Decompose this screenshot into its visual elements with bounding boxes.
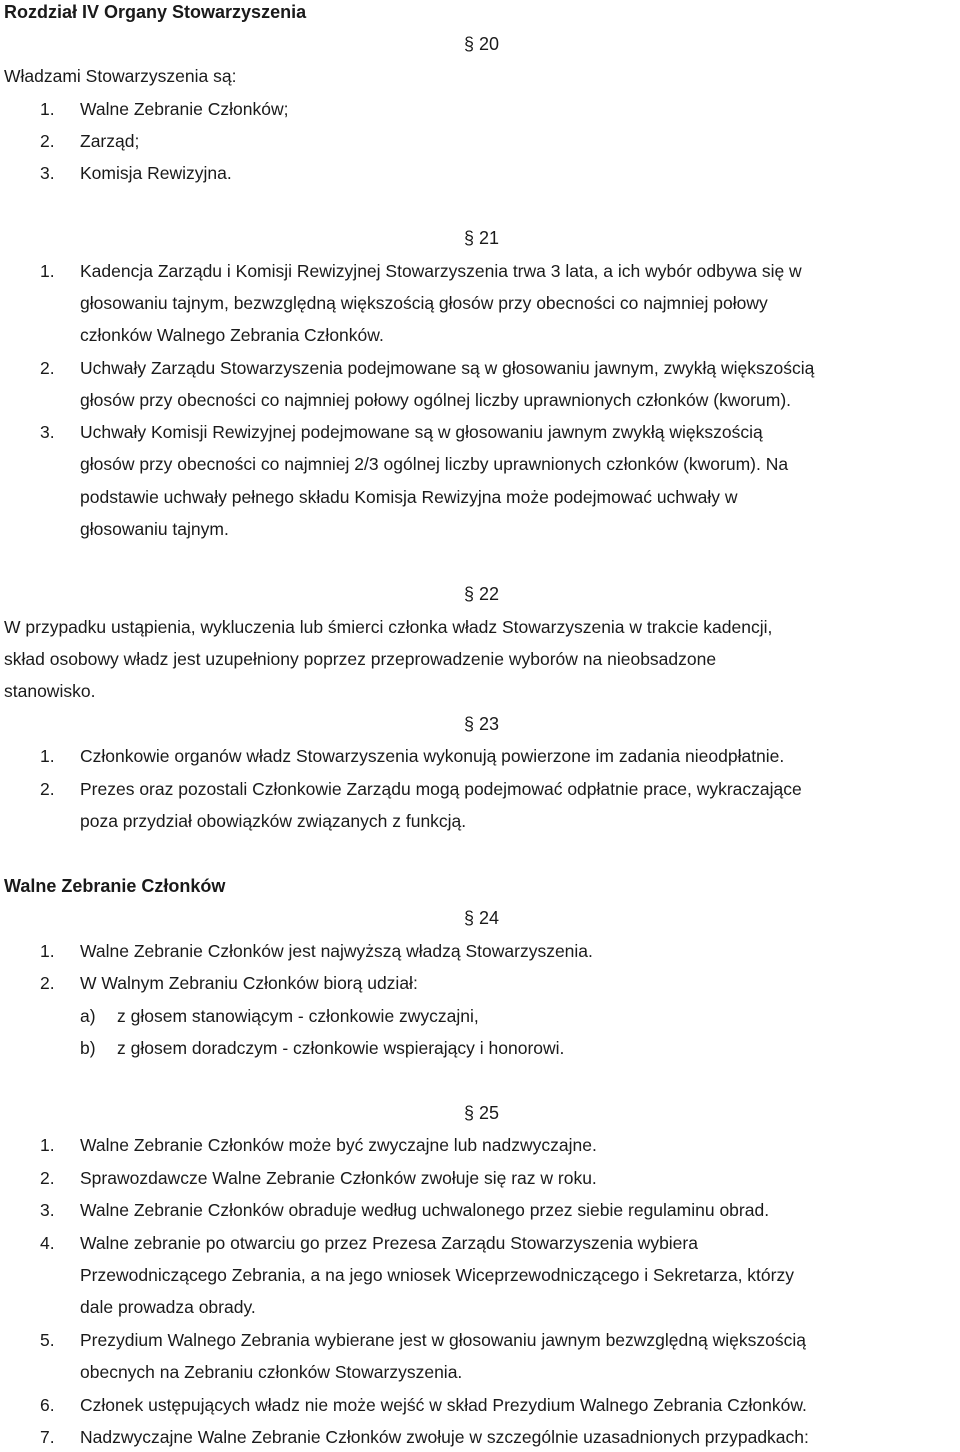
p21-item-1-line-1: Kadencja Zarządu i Komisji Rewizyjnej Stowarzyszenia trwa 3 lata, a ich wybór odbywa się w xyxy=(80,261,802,281)
paragraph-sign-20: § 20 xyxy=(464,34,500,54)
p25-item-2-line-1: Sprawozdawcze Walne Zebranie Członków zwołuje się raz w roku. xyxy=(80,1168,597,1188)
paragraph-sign-21: § 21 xyxy=(464,228,500,248)
p21-item-3-line-4: głosowaniu tajnym. xyxy=(80,519,229,539)
p25-item-1-line-1: Walne Zebranie Członków może być zwyczajne lub nadzwyczajne. xyxy=(80,1135,597,1155)
p24-subitem-b-letter: b) xyxy=(80,1038,96,1058)
p22-line-2: skład osobowy władz jest uzupełniony poprzez przeprowadzenie wyborów na nieobsadzone xyxy=(4,649,717,669)
paragraph-sign-25: § 25 xyxy=(464,1103,500,1123)
p24-subitem-b-text: z głosem doradczym - członkowie wspierający i honorowi. xyxy=(117,1038,565,1058)
p25-item-6-line-1: Członek ustępujących władz nie może wejść w skład Prezydium Walnego Zebrania Członków. xyxy=(80,1395,807,1415)
p25-item-4-line-1: Walne zebranie po otwarciu go przez Prezesa Zarządu Stowarzyszenia wybiera xyxy=(80,1233,698,1253)
paragraph-sign-22: § 22 xyxy=(464,584,500,604)
p20-intro: Władzami Stowarzyszenia są: xyxy=(4,66,237,86)
p21-item-1-line-2: głosowaniu tajnym, bezwzględną większością głosów przy obecności co najmniej połowy xyxy=(80,293,768,313)
p24-subitem-a-letter: a) xyxy=(80,1006,96,1026)
p25-item-5-line-1: Prezydium Walnego Zebrania wybierane jest w głosowaniu jawnym bezwzględną większością xyxy=(80,1330,806,1350)
p22-line-1: W przypadku ustąpienia, wykluczenia lub śmierci członka władz Stowarzyszenia w trakcie kadencji, xyxy=(4,617,773,637)
p23-item-1-line-1: Członkowie organów władz Stowarzyszenia wykonują powierzone im zadania nieodpłatnie. xyxy=(80,746,785,766)
p23-item-1-number: 1. xyxy=(40,746,55,766)
p24-subitem-a-text: z głosem stanowiącym - członkowie zwyczajni, xyxy=(117,1006,479,1026)
paragraph-sign-23: § 23 xyxy=(464,714,500,734)
paragraph-sign-24: § 24 xyxy=(464,908,500,928)
p20-item-1-number: 1. xyxy=(40,99,55,119)
p21-item-2-number: 2. xyxy=(40,358,55,378)
p25-item-7-line-1: Nadzwyczajne Walne Zebranie Członków zwołuje w szczególnie uzasadnionych przypadkach: xyxy=(80,1427,809,1447)
p24-item-1-text: Walne Zebranie Członków jest najwyższą władzą Stowarzyszenia. xyxy=(80,941,593,961)
p20-item-3-number: 3. xyxy=(40,163,55,183)
p20-item-1-text: Walne Zebranie Członków; xyxy=(80,99,289,119)
p21-item-1-line-3: członków Walnego Zebrania Członków. xyxy=(80,325,384,345)
p25-item-3-number: 3. xyxy=(40,1200,55,1220)
p25-item-5-number: 5. xyxy=(40,1330,55,1350)
p25-item-7-number: 7. xyxy=(40,1427,55,1447)
p24-item-2-number: 2. xyxy=(40,973,55,993)
p21-item-3-line-2: głosów przy obecności co najmniej 2/3 ogólnej liczby uprawnionych członków (kworum). Na xyxy=(80,454,789,474)
p21-item-3-number: 3. xyxy=(40,422,55,442)
p25-item-5-line-2: obecnych na Zebraniu członków Stowarzyszenia. xyxy=(80,1362,463,1382)
p24-item-2-text: W Walnym Zebraniu Członków biorą udział: xyxy=(80,973,418,993)
p24-item-1-number: 1. xyxy=(40,941,55,961)
p20-item-2-text: Zarząd; xyxy=(80,131,140,151)
p21-item-3-line-1: Uchwały Komisji Rewizyjnej podejmowane są w głosowaniu jawnym zwykłą większością xyxy=(80,422,763,442)
p21-item-1-number: 1. xyxy=(40,261,55,281)
p25-item-6-number: 6. xyxy=(40,1395,55,1415)
p21-item-2-line-2: głosów przy obecności co najmniej połowy ogólnej liczby uprawnionych członków (kworum). xyxy=(80,390,792,410)
p25-item-3-line-1: Walne Zebranie Członków obraduje według uchwalonego przez siebie regulaminu obrad. xyxy=(80,1200,770,1220)
p25-item-2-number: 2. xyxy=(40,1168,55,1188)
p25-item-4-line-2: Przewodniczącego Zebrania, a na jego wniosek Wiceprzewodniczącego i Sekretarza, którzy xyxy=(80,1265,794,1285)
p22-line-3: stanowisko. xyxy=(4,681,96,701)
p20-item-3-text: Komisja Rewizyjna. xyxy=(80,163,232,183)
p23-item-2-line-1: Prezes oraz pozostali Członkowie Zarządu mogą podejmować odpłatnie prace, wykraczające xyxy=(80,779,802,799)
p21-item-2-line-1: Uchwały Zarządu Stowarzyszenia podejmowane są w głosowaniu jawnym, zwykłą większością xyxy=(80,358,815,378)
p23-item-2-line-2: poza przydział obowiązków związanych z funkcją. xyxy=(80,811,467,831)
chapter-title: Rozdział IV Organy Stowarzyszenia xyxy=(4,2,307,22)
p23-item-2-number: 2. xyxy=(40,779,55,799)
p20-item-2-number: 2. xyxy=(40,131,55,151)
p21-item-3-line-3: podstawie uchwały pełnego składu Komisja Rewizyjna może podejmować uchwały w xyxy=(80,487,738,507)
p25-item-4-line-3: dale prowadza obrady. xyxy=(80,1297,256,1317)
p25-item-4-number: 4. xyxy=(40,1233,55,1253)
section-heading: Walne Zebranie Członków xyxy=(4,876,226,896)
p25-item-1-number: 1. xyxy=(40,1135,55,1155)
